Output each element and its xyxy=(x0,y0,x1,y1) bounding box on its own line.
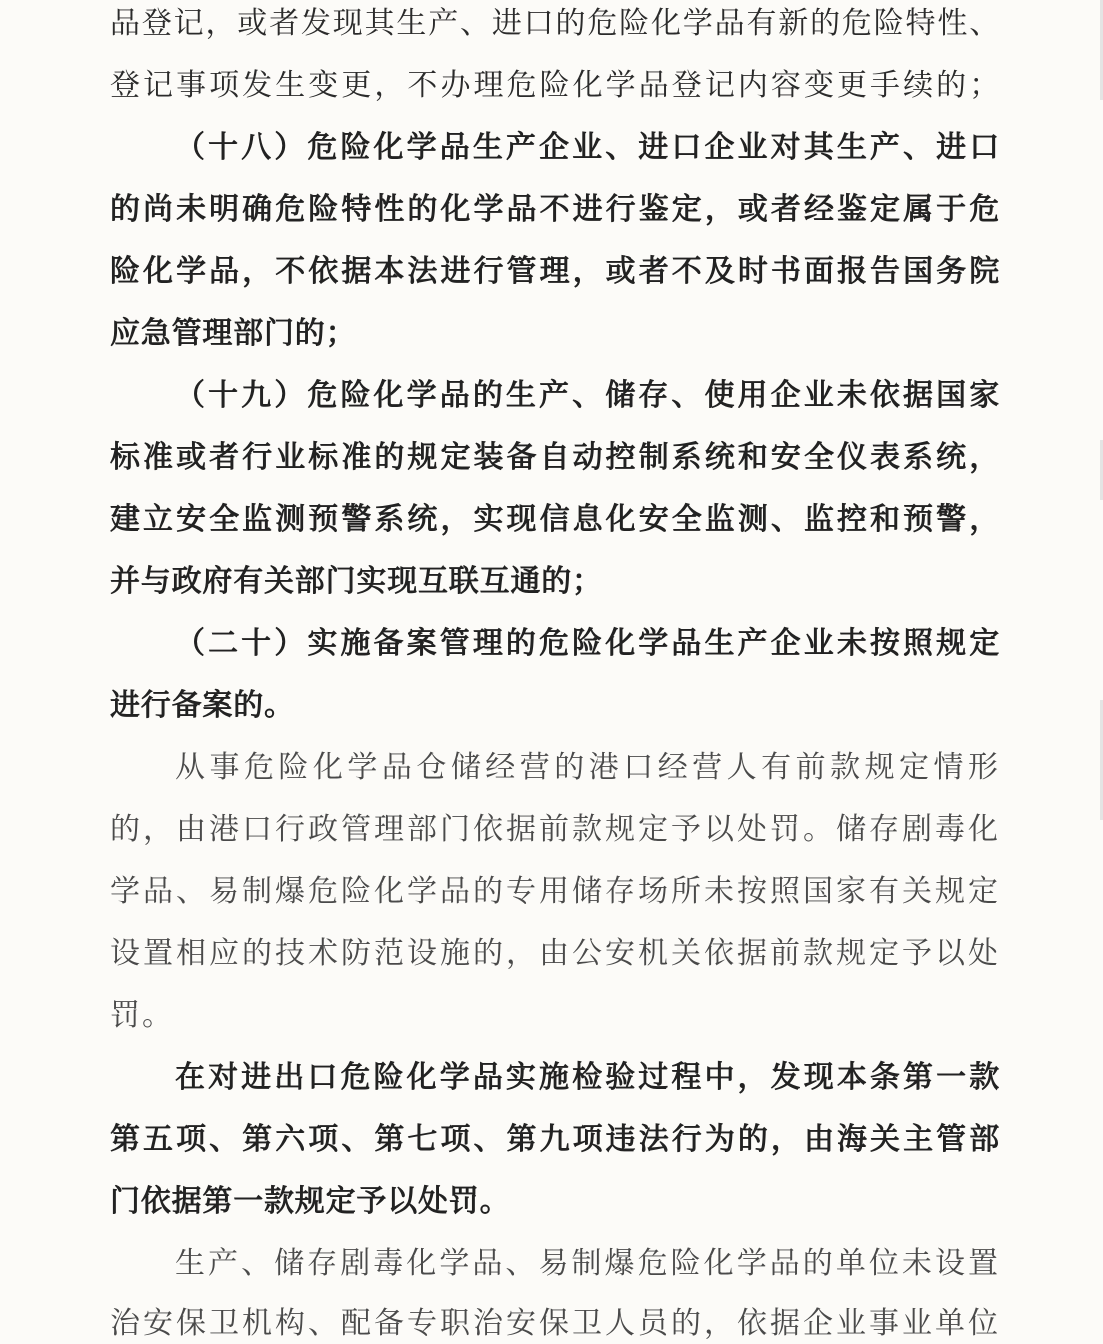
text-line: 险化学品，不依据本法进行管理，或者不及时书面报告国务院 xyxy=(110,254,1000,289)
text-line: 罚。 xyxy=(110,998,174,1033)
clause-18-heading-line: （十八）危险化学品生产企业、进口企业对其生产、进口 xyxy=(175,130,1000,165)
clause-19-heading-line: （十九）危险化学品的生产、储存、使用企业未依据国家 xyxy=(175,378,1000,413)
text-line: 的，由港口行政管理部门依据前款规定予以处罚。储存剧毒化 xyxy=(110,812,1000,847)
text-line: 门依据第一款规定予以处罚。 xyxy=(110,1184,511,1219)
text-line: 登记事项发生变更，不办理危险化学品登记内容变更手续的； xyxy=(110,68,1000,103)
paragraph-security-line: 生产、储存剧毒化学品、易制爆危险化学品的单位未设置 xyxy=(175,1246,1000,1281)
text-line: 的尚未明确危险特性的化学品不进行鉴定，或者经鉴定属于危 xyxy=(110,192,1000,227)
text-line: 应急管理部门的； xyxy=(110,316,357,351)
text-line: 建立安全监测预警系统，实现信息化安全监测、监控和预警， xyxy=(110,502,1000,537)
paragraph-customs-line: 在对进出口危险化学品实施检验过程中，发现本条第一款 xyxy=(175,1060,1000,1095)
text-line: 设置相应的技术防范设施的，由公安机关依据前款规定予以处 xyxy=(110,936,1000,971)
text-line: 品登记，或者发现其生产、进口的危险化学品有新的危险特性、 xyxy=(110,6,1000,41)
clause-20-heading-line: （二十）实施备案管理的危险化学品生产企业未按照规定 xyxy=(175,626,1000,661)
text-line: 治安保卫机构、配备专职治安保卫人员的，依据企业事业单位 xyxy=(110,1306,1000,1341)
text-line: 学品、易制爆危险化学品的专用储存场所未按照国家有关规定 xyxy=(110,874,1000,909)
text-line: 第五项、第六项、第七项、第九项违法行为的，由海关主管部 xyxy=(110,1122,1000,1157)
paragraph-port-operator-line: 从事危险化学品仓储经营的港口经营人有前款规定情形 xyxy=(175,750,1000,785)
text-line: 标准或者行业标准的规定装备自动控制系统和安全仪表系统， xyxy=(110,440,1000,475)
text-line: 并与政府有关部门实现互联互通的； xyxy=(110,564,603,599)
text-line: 进行备案的。 xyxy=(110,688,295,723)
